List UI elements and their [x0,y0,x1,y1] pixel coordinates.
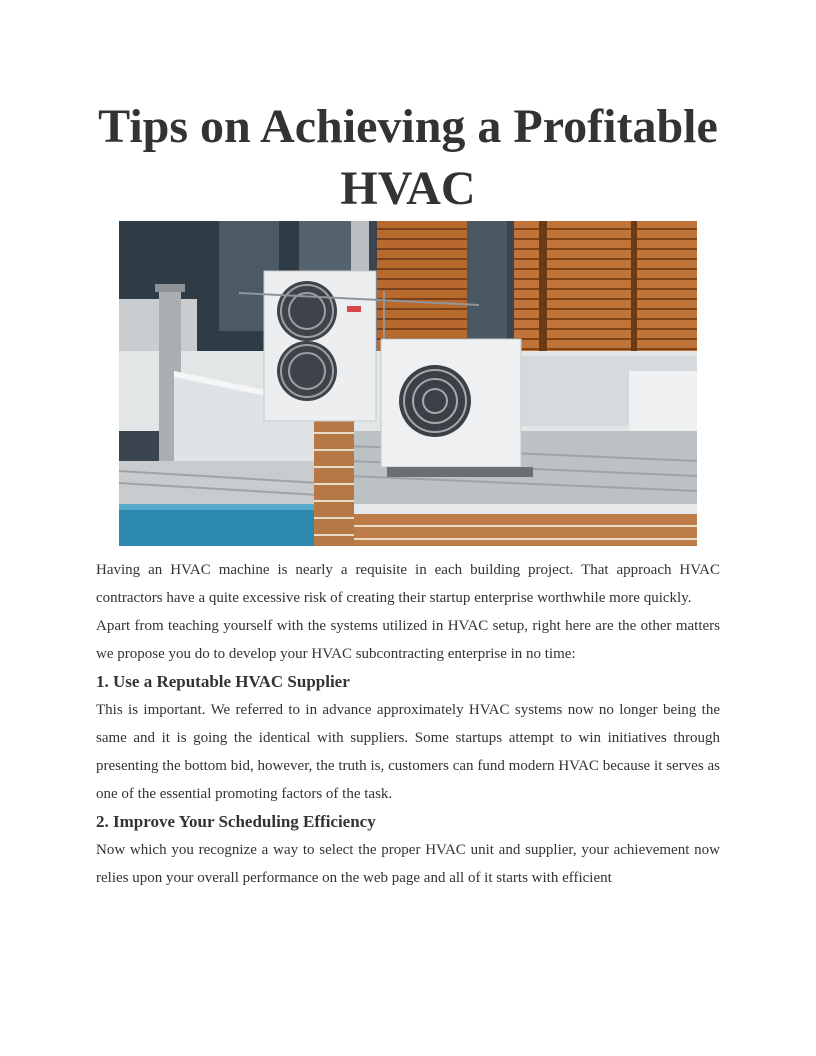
page-title: Tips on Achieving a Profitable HVAC [98,100,718,215]
intro-paragraph: Having an HVAC machine is nearly a requisite in each building project. That approach HVAC contractors have a quite excessive risk of creating their startup enterprise worthwhile more quickly. [96,562,720,606]
section-paragraph: Now which you recognize a way to select the proper HVAC unit and supplier, your achievement now relies upon your overall performance on the web page and all of it starts with efficient [96,842,720,886]
section-paragraph: This is important. We referred to in advance approximately HVAC systems now no longer being the same and it is going the identical with suppliers. Some startups attempt to win initiatives through presenting the bottom bid, however, the truth is, customers can fund modern HVAC because it serves as one of the essential promoting factors of the task. [96,702,720,802]
hvac-rooftop-photo [119,221,697,546]
article-body [96,556,720,892]
section-heading: 1. Use a Reputable HVAC Supplier [96,672,350,691]
section-heading: 2. Improve Your Scheduling Efficiency [96,812,376,831]
intro-paragraph-2: Apart from teaching yourself with the systems utilized in HVAC setup, right here are the other matters we propose you do to develop your HVAC subcontracting enterprise in no time: [96,618,720,662]
